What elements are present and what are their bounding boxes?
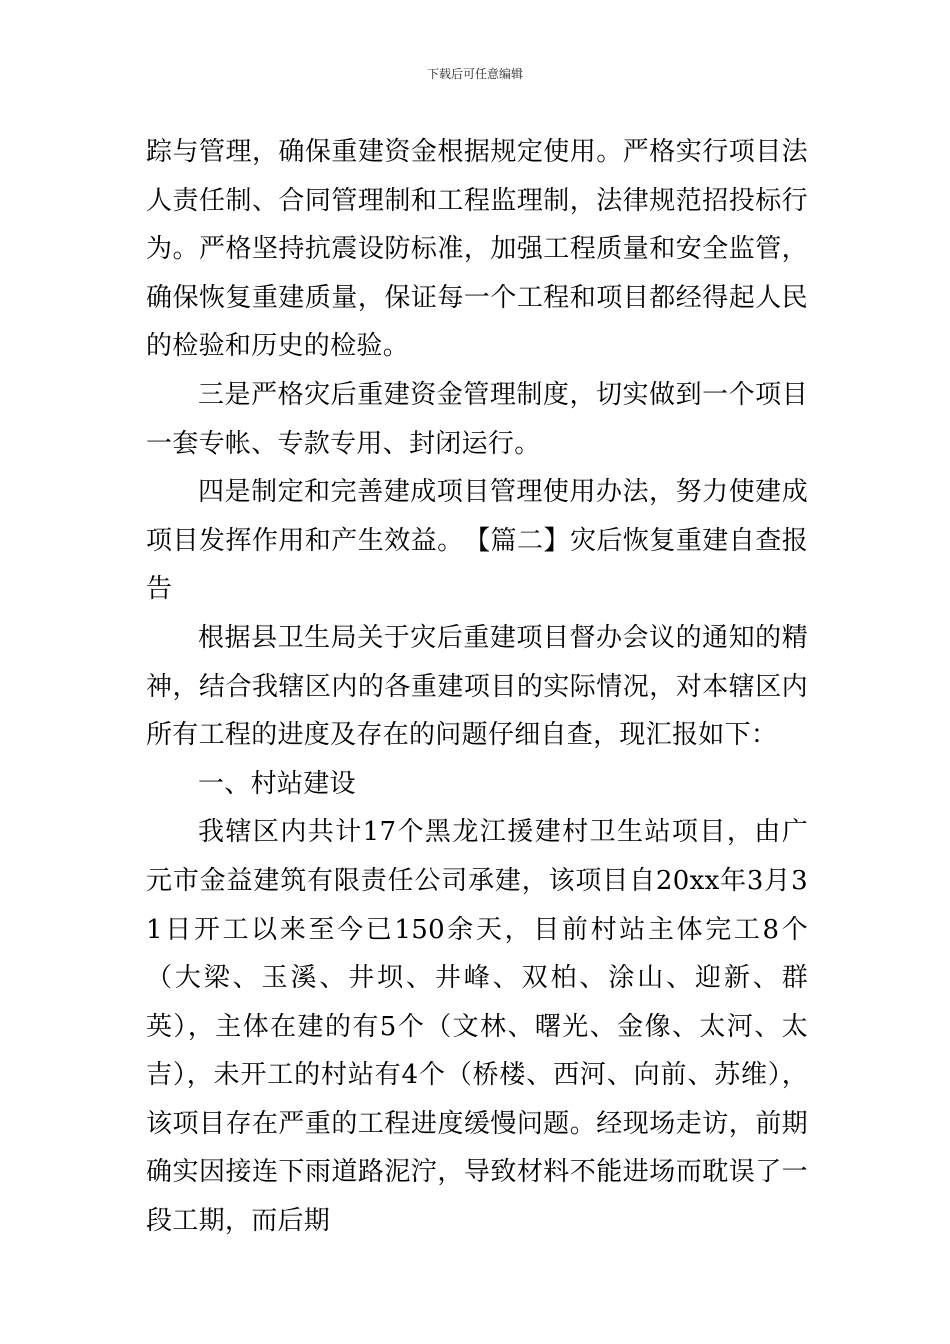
paragraph-4: 根据县卫生局关于灾后重建项目督办会议的通知的精神，结合我辖区内的各重建项目的实际情况，对本辖区内所有工程的进度及存在的问题仔细自查，现汇报如下： (146, 622, 808, 751)
document-body (146, 128, 808, 1246)
paragraph-2: 三是严格灾后重建资金管理制度，切实做到一个项目一套专帐、专款专用、封闭运行。 (146, 379, 808, 459)
page-header-note: 下载后可任意编辑 (426, 67, 523, 81)
section-heading-village-station: 一、村站建设 (198, 768, 356, 799)
paragraph-5: 我辖区内共计17个黑龙江援建村卫生站项目，由广元市金益建筑有限责任公司承建，该项目自20xx年3月31日开工以来至今已150余天，目前村站主体完工8个（大梁、玉溪、井坝、井峰、双柏、涂山、迎新、群英），主体在建的有5个（文林、曙光、金像、太河、太吉），未开工的村站有4个（桥楼、西河、向前、苏维），该项目存在严重的工程进度缓慢问题。经现场走访，前期确实因接连下雨道路泥泞，导致材料不能进场而耽误了一段工期，而后期 (146, 817, 808, 1237)
paragraph-3: 四是制定和完善建成项目管理使用办法，努力使建成项目发挥作用和产生效益。 【篇二】灾后恢复重建自查报告 (146, 477, 808, 605)
paragraph-1: 踪与管理，确保重建资金根据规定使用。严格实行项目法人责任制、合同管理制和工程监理制，法律规范招投标行为。严格坚持抗震设防标准，加强工程质量和安全监管，确保恢复重建质量，保证每一个工程和项目都经得起人民的检验和历史的检验。 (146, 137, 808, 362)
